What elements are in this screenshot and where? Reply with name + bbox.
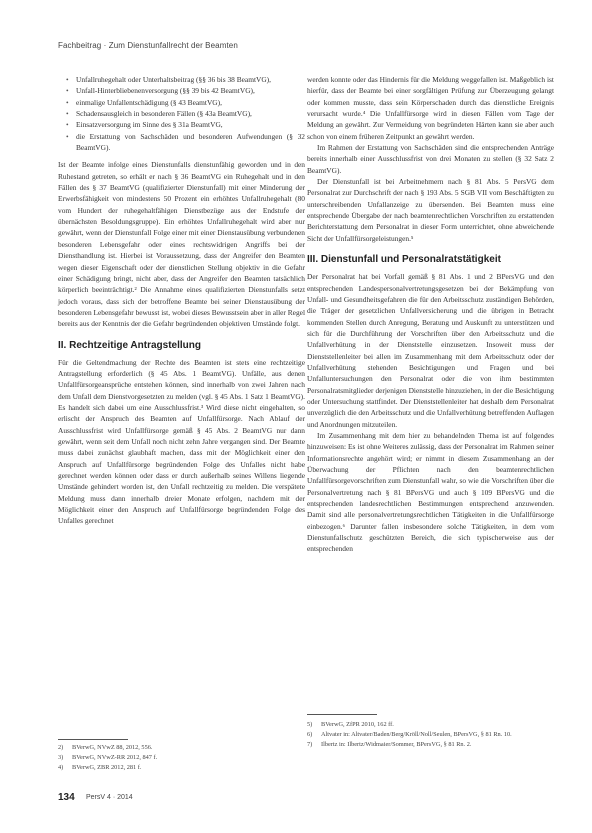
footnotes-left <box>58 743 305 773</box>
body-paragraph: Im Rahmen der Erstattung von Sachschäden sind die entsprechenden Anträge bereits innerhalb einer Ausschlussfrist von drei Monaten zu stellen (§ 32 Satz 2 BeamtVG). <box>307 143 554 175</box>
running-header: Fachbeitrag · Zum Dienstunfallrecht der Beamten <box>58 41 238 50</box>
footnote: 6) Altvater in: Altvater/Baden/Berg/Kröll/Noll/Seulen, BPersVG, § 81 Rn. 10. <box>307 731 512 738</box>
body-paragraph: werden konnte oder das Hindernis für die Meldung weggefallen ist. Maßgeblich ist hierfür, dass der Beamte bei einer sorgfältigen Prüfung zur Überzeugung gelangt oder kommen musste, dass sein Körperschaden durch das dienstliche Ereignis verursacht wurde.⁴ Die Unfallfürsorge wird in diesen Fällen vom Tage der Meldung an gewährt. Zur Vermeidung von begründeten Härten kann sie aber auch schon von einem früheren Zeitpunkt an gewährt werden. <box>307 75 554 141</box>
list-item: • die Erstattung von Sachschäden und besonderen Aufwendungen (§ 32 BeamtVG). <box>76 131 305 154</box>
footnote: 7) Ilbertz in: Ilbertz/Widmaier/Sommer, BPersVG, § 81 Rn. 2. <box>307 741 472 748</box>
section-heading-ii: II. Rechtzeitige Antragstellung <box>58 339 201 351</box>
left-column <box>58 74 305 527</box>
list-item: • einmalige Unfallentschädigung (§ 43 BeamtVG), <box>76 97 305 108</box>
list-item: • Unfall-Hinterbliebenenversorgung (§§ 39 bis 42 BeamtVG), <box>76 85 305 96</box>
benefits-list <box>58 74 305 153</box>
footnote-divider <box>307 714 377 715</box>
list-item: • Schadensausgleich in besonderen Fällen (§ 43a BeamtVG), <box>76 108 305 119</box>
footnote: 3) BVerwG, NVwZ-RR 2012, 847 f. <box>58 754 158 761</box>
footnote: 4) BVerwG, ZBR 2012, 281 f. <box>58 764 142 771</box>
list-item: • Unfallruhegehalt oder Unterhaltsbeitrag (§§ 36 bis 38 BeamtVG), <box>76 74 305 85</box>
footnote: 2) BVerwG, NVwZ 88, 2012, 556. <box>58 744 153 751</box>
body-paragraph: Der Dienstunfall ist bei Arbeitnehmern nach § 81 Abs. 5 PersVG dem Personalrat zur Durchschrift der nach § 193 Abs. 5 SGB VII vom Beschäftigten zu unterschreibenden Unfallanzeige zu übersenden. Bei Beamten muss eine entsprechende Übergabe der nach beamtenrechtlichen Vorschriften zu erstattenden Berichterstattung dem Personalrat in dieser Form unterrichtet, ohne abweichende Sicht der Unfallfürsorgeleistungen.⁵ <box>307 177 554 243</box>
body-paragraph: Der Personalrat hat bei Vorfall gemäß § 81 Abs. 1 und 2 BPersVG und den entsprechenden Landespersonalvertretungsgesetzen bei der Bekämpfung von Unfall- und Gesundheitsgefahren die für den Arbeitsschutz zuständigen Behörden, die Träger der gesetzlichen Unfallversicherung und die übrigen in Betracht kommenden Stellen durch Anregung, Beratung und Auskunft zu unterstützen und sich für die Durchführung der Vorschriften über den Arbeitsschutz und die Unfallverhütung in der Dienststelle einzusetzen. Insoweit muss der Dienststellenleiter bei allen im Zusammenhang mit dem Arbeitsschutz oder der Unfallverhütung stehenden Besichtigungen und Fragen und bei Unfalluntersuchungen den Personalrat oder die von ihm bestimmten Personalratsmitglieder derjenigen Dienststelle hinzuziehen, in der die Besichtigung oder Untersuchung stattfindet. Der Dienststellenleiter hat deshalb dem Personalrat unverzüglich die den Arbeitsschutz und die Unfallverhütung betreffenden Auflagen und Anordnungen mitzuteilen. <box>307 272 554 429</box>
journal-reference: PersV 4 · 2014 <box>86 794 133 801</box>
footnote-divider <box>58 739 128 740</box>
section-heading-iii: III. Dienstunfall und Personalratstätigkeit <box>307 254 501 266</box>
footnote: 5) BVerwG, ZfPR 2010, 162 ff. <box>307 721 394 728</box>
body-paragraph: Ist der Beamte infolge eines Dienstunfalls dienstunfähig geworden und in den Ruhestand getreten, so erhält er nach § 36 BeamtVG ein Ruhegehalt und in den Fällen des § 37 BeamtVG (qualifizierter Dienstunfall) mit einer Minderung der Erwerbsfähigkeit von mindestens 50 Prozent ein erhöhtes Unfallruhegehalt (80 vom Hundert der ruhegehaltfähigen Dienstbezüge aus der Endstufe der übernächsten Besoldungsgruppe). Ein erhöhtes Unfallruhegehalt wird aber nur gewährt, wenn der Dienstunfall Folge einer mit einer Dienstausübung verbundenen besonderen Lebensgefahr oder eines rechtswidrigen Angriffs bei der Diensthandlung ist. Hierbei ist Voraussetzung, dass der Angreifer den Beamten wegen dieser Eigenschaft oder der dienstlichen Stellung objektiv in die Gefahr einer Schädigung bringt, nicht aber, dass der Angreifer den Beamten tatsächlich körperlich beeinträchtigt.² Die Annahme eines qualifizierten Dienstunfalls setzt jedoch voraus, dass sich der betroffene Beamte bei seiner Dienstausübung der besonderen Lebensgefahr bewusst ist, wobei dieses Bewusstsein aber in aller Regel bereits aus der Kenntnis der die Gefahr begründenden objektiven Umstände folgt. <box>58 160 305 329</box>
page-number: 134 <box>58 792 75 803</box>
footnotes-right <box>307 720 554 750</box>
body-paragraph: Im Zusammenhang mit dem hier zu behandelnden Thema ist auf folgendes hinzuweisen: Es ist ohne Weiteres zulässig, dass der Personalrat im Rahmen seiner Informationsrechte angehört wird; er nimmt in diesem Zusammenhang an der Überwachung der Pflichten nach den beamtenrechtlichen Unfallfürsorgevorschriften zum Dienstunfall wahr, so wie die Vorschriften über die Personalvertretung nach § 81 BPersVG und auch § 109 BPersVG und die entsprechenden landesrechtlichen Bestimmungen entsprechend anzuwenden. Damit sind alle personalvertretungsrechtlichen Tätigkeiten in die Unfallfürsorge einbezogen.⁶ Darunter fallen insbesondere solche Tätigkeiten, in dem vom Dienstunfallschutz geschützten Bereich, die sich typischerweise aus der entsprechenden <box>307 430 554 554</box>
right-column <box>307 74 554 555</box>
list-item: • Einsatzversorgung im Sinne des § 31a BeamtVG, <box>76 119 305 130</box>
body-paragraph: Für die Geltendmachung der Rechte des Beamten ist stets eine rechtzeitige Antragstellung erforderlich (§ 45 Abs. 1 BeamtVG). Unfälle, aus denen Unfallfürsorgeansprüche entstehen können, sind innerhalb von zwei Jahren nach dem Unfall dem Dienstvorgesetzten zu melden (vgl. § 45 Abs. 1 Satz 1 BeamtVG). Es handelt sich dabei um eine Ausschlussfrist.³ Wird diese nicht eingehalten, so erlischt der Anspruch des Beamten auf Unfallfürsorge. Nach Ablauf der Ausschlussfrist wird Unfallfürsorge gemäß § 45 Abs. 2 BeamtVG nur dann gewährt, wenn seit dem Unfall noch nicht zehn Jahre vergangen sind. Der Beamte muss dabei zunächst glaubhaft machen, dass mit der Möglichkeit einer den Anspruch auf Unfallfürsorge begründenden Folge des Unfalles nicht habe gerechnet werden können oder dass er durch außerhalb seines Willens liegende Umstände gehindert worden ist, den Unfall rechtzeitig zu melden. Die verspätete Meldung muss dann innerhalb dreier Monate erfolgen, nachdem mit der Möglichkeit einer den Anspruch auf Unfallfürsorge begründenden Folge des Unfalles gerechnet <box>58 357 305 526</box>
